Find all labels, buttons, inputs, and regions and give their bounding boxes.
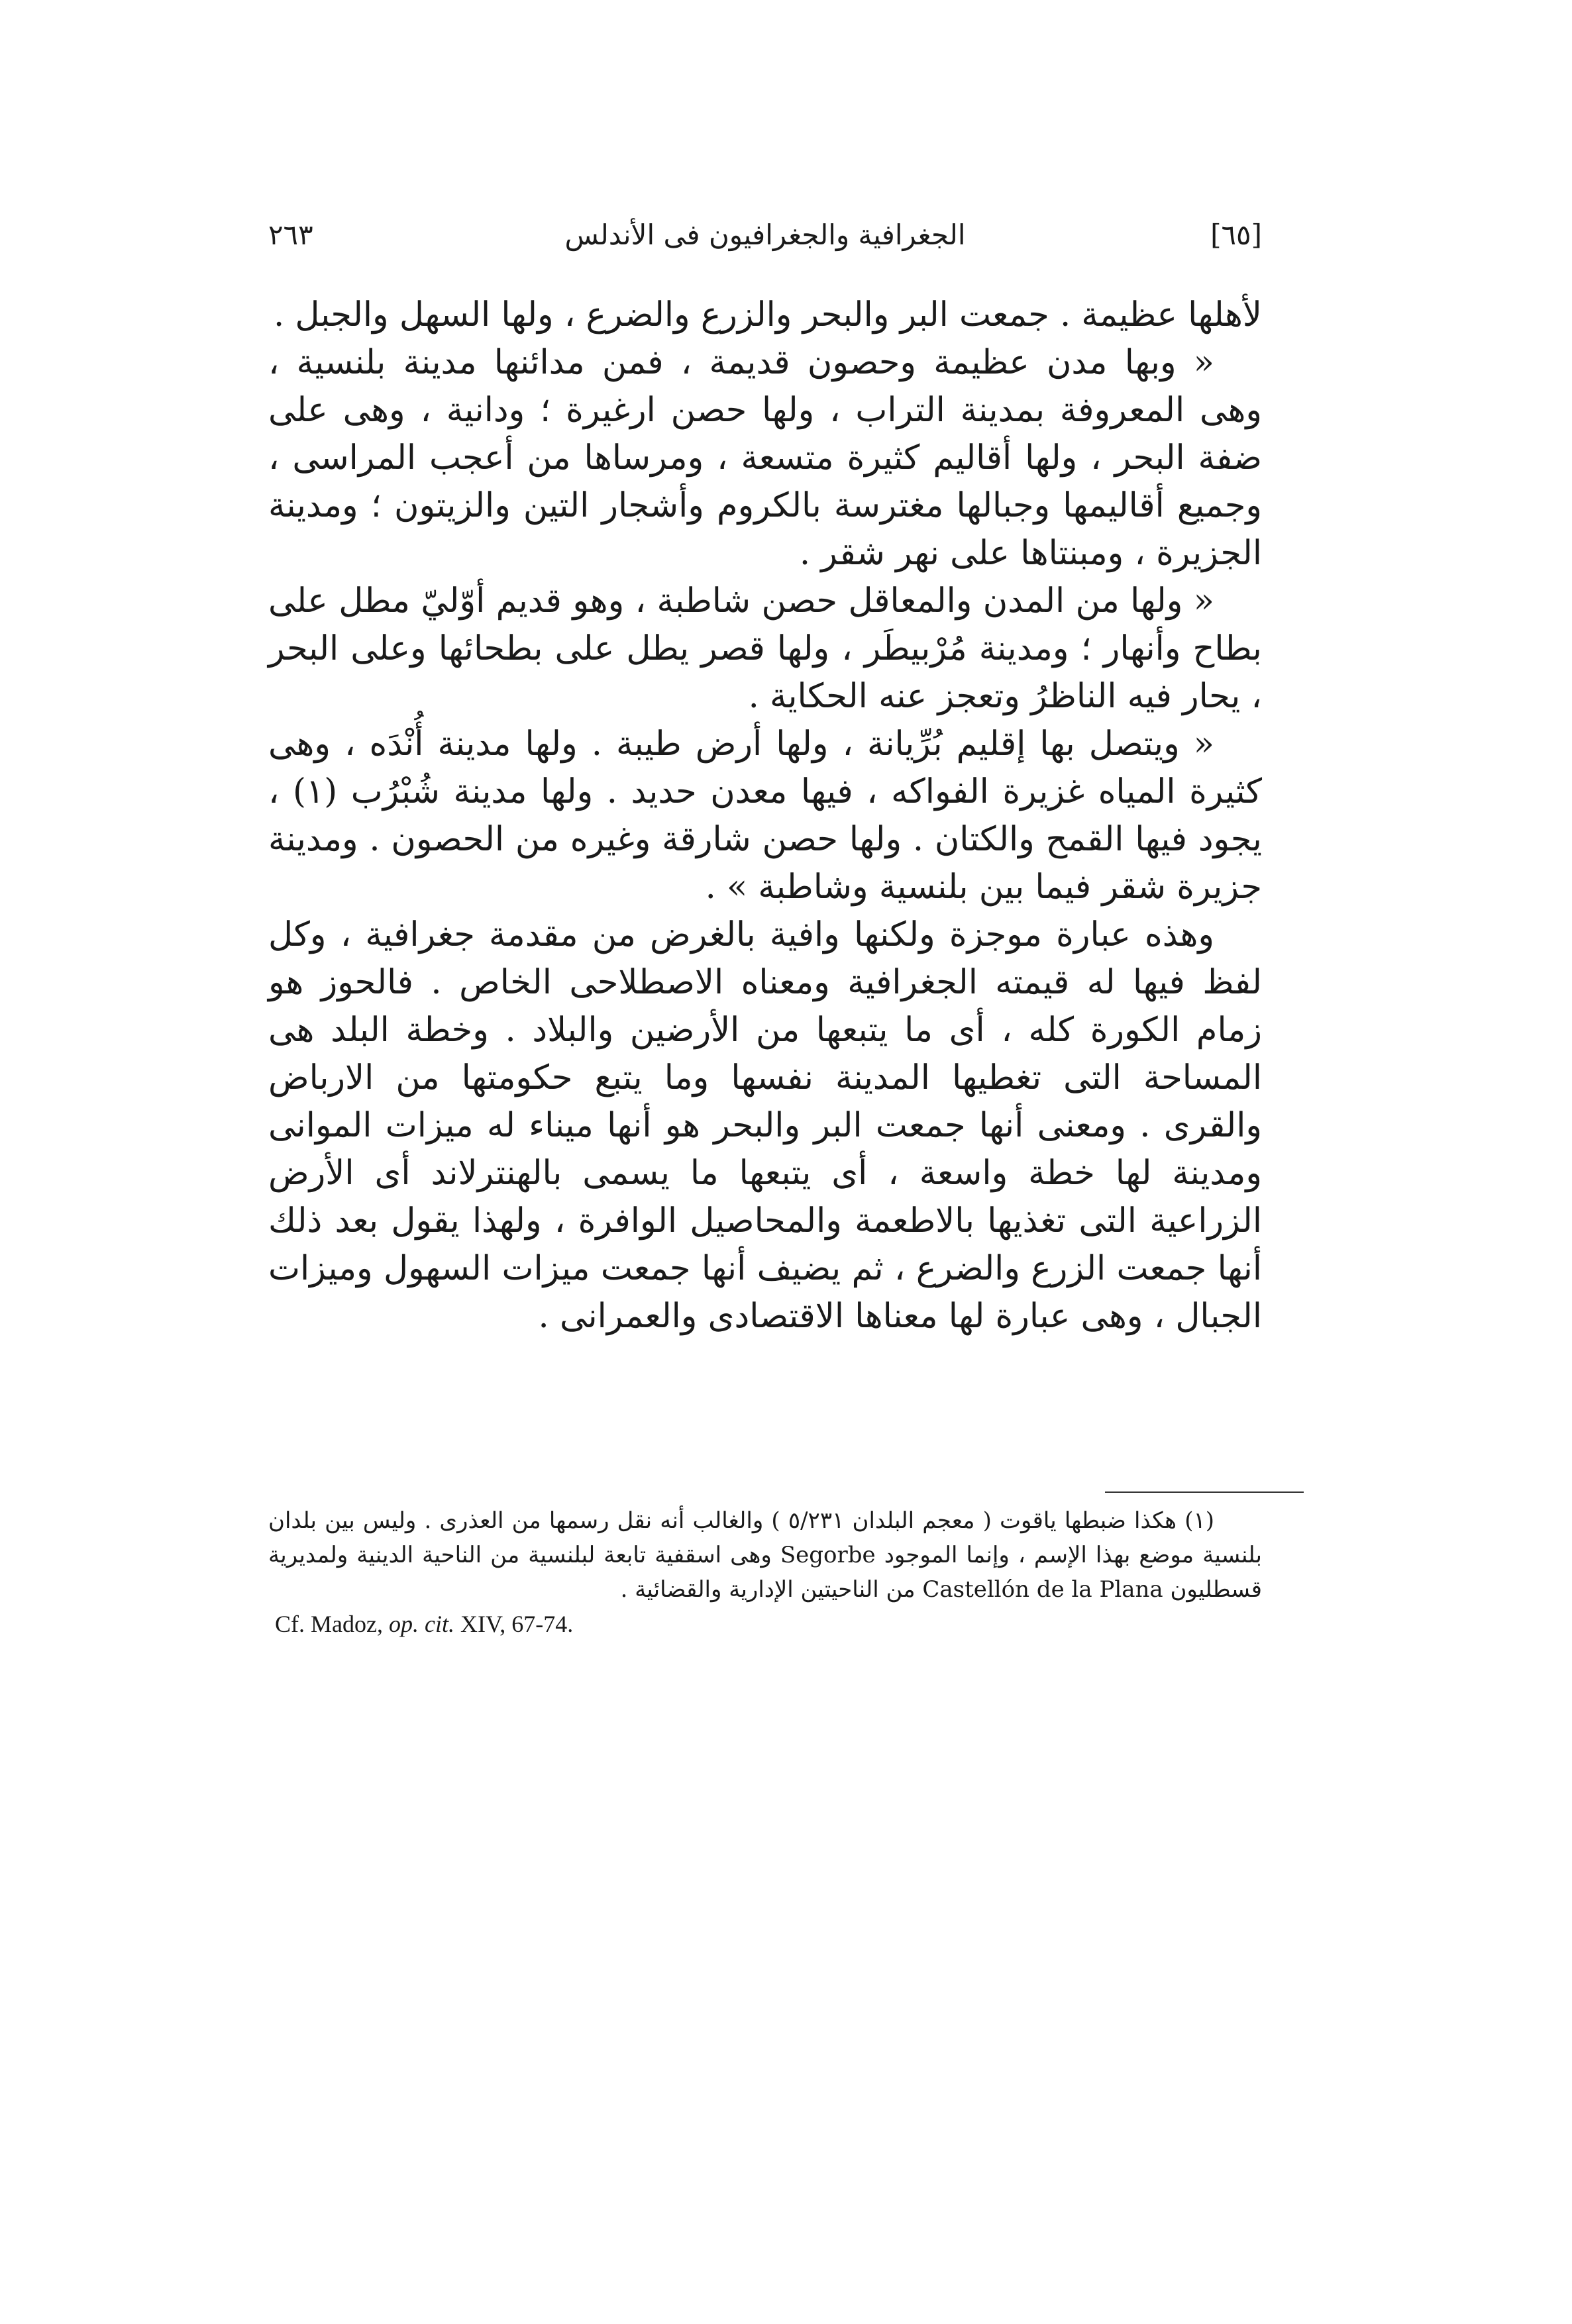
paragraph: « ويتصل بها إقليم بُرِّيانة ، ولها أرض طيبة . ولها مدينة أُنْدَه ، وهى كثيرة المياه غزيرة الفواكه ، فيها معدن حديد . ولها مدينة شُبْرُب (١) ، يجود فيها القمح والكتان . ولها حصن شارقة وغيره من الحصون . ومدينة جزيرة شقر فيما بين بلنسية وشاطبة » .: [268, 725, 1262, 907]
page-number: ٢٦٣: [268, 219, 313, 251]
paragraph: لأهلها عظيمة . جمعت البر والبحر والزرع والضرع ، ولها السهل والجبل .: [273, 295, 1262, 334]
paragraph: وهذه عبارة موجزة ولكنها وافية بالغرض من مقدمة جغرافية ، وكل لفظ فيها له قيمته الجغرافية ومعناه الاصطلاحى الخاص . فالحوز هو زمام الكورة كله ، أى ما يتبعها من الأرضين والبلاد . وخطة البلد هى المساحة التى تغطيها المدينة نفسها وما يتبع حكومتها من الارباض والقرى . ومعنى أنها جمعت البر والبحر هو أنها ميناء له ميزات الموانى ومدينة لها خطة واسعة ، أى يتبعها ما يسمى بالهنترلاند أى الأرض الزراعية التى تغذيها بالاطعمة والمحاصيل الوافرة ، ولهذا يقول بعد ذلك أنها جمعت الزرع والضرع ، ثم يضيف أنها جمعت ميزات السهول وميزات الجبال ، وهى عبارة لها معناها الاقتصادى والعمرانى .: [268, 915, 1262, 1336]
citation-italic: op. cit.: [388, 1611, 454, 1637]
running-header: [268, 219, 1262, 272]
citation-suffix: XIV, 67-74.: [454, 1611, 574, 1637]
footnote-divider: [1105, 1491, 1304, 1493]
running-title: الجغرافية والجغرافيون فى الأندلس: [564, 219, 966, 251]
citation-prefix: Cf. Madoz,: [275, 1611, 389, 1637]
footnotes: [268, 1503, 1262, 1641]
section-number: [٦٥]: [1210, 219, 1262, 251]
paragraph: « ولها من المدن والمعاقل حصن شاطبة ، وهو قديم أوّليّ مطل على بطاح وأنهار ؛ ومدينة مُرْبيطَر ، ولها قصر يطل على بطحائها وعلى البحر ، يحار فيه الناظرُ وتعجز عنه الحكاية .: [268, 581, 1262, 716]
paragraph: « وبها مدن عظيمة وحصون قديمة ، فمن مدائنها مدينة بلنسية ، وهى المعروفة بمدينة التراب ، ولها حصن ارغيرة ؛ ودانية ، وهى على ضفة البحر ، ولها أقاليم كثيرة متسعة ، ومرساها من أعجب المراسى ، وجميع أقاليمها وجبالها مغترسة بالكروم وأشجار التين والزيتون ؛ ومدينة الجزيرة ، ومبنتاها على نهر شقر .: [268, 343, 1262, 573]
body-text: [268, 291, 1262, 1340]
footnote-1: (١) هكذا ضبطها ياقوت ( معجم البلدان ٥/٢٣١ ) والغالب أنه نقل رسمها من العذرى . وليس بين بلدان بلنسية موضع بهذا الإسم ، وإنما الموجود Segorbe وهى اسقفية تابعة لبلنسية من الناحية الدينية ولمديرية قسطليون Castellón de la Plana من الناحيتين الإدارية والقضائية .: [268, 1507, 1262, 1603]
footnote-citation: [268, 1607, 1262, 1641]
